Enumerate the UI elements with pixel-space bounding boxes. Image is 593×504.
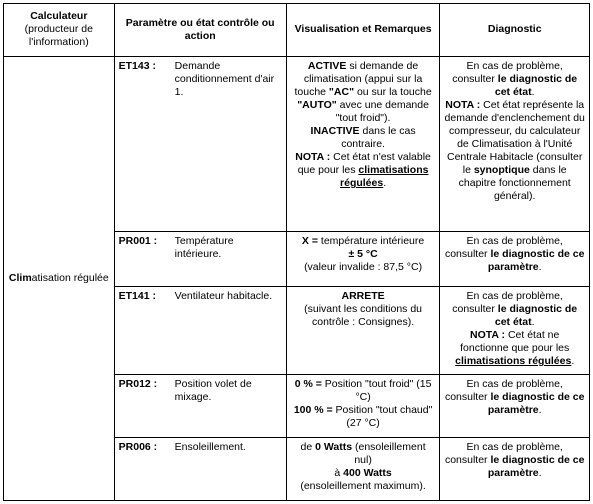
diag-text: Cet état ne fonctionne que pour les [460,329,570,355]
param-cell [114,374,286,437]
diagnostic-table [3,3,590,501]
header-diagnostic: Diagnostic [440,4,590,57]
visu-text: INACTIVE [310,124,360,137]
visu-text: NOTA : [295,150,331,163]
visu-text: dans le cas contraire. [341,124,416,150]
visu-text: (valeur invalide : 87,5 °C) [304,261,423,274]
visu-text: X = [301,235,318,248]
visu-text: 100 % = [293,403,333,416]
visu-text: ARRETE [341,290,385,303]
diag-text: En cas de problème, consulter [452,290,563,316]
param-code: ET141 : [118,290,156,303]
param-cell [114,287,286,375]
diag-text: le diagnostic de ce paramètre [487,453,585,479]
visu-cell [286,232,440,287]
diag-text: le diagnostic de cet état [494,72,578,98]
diag-text: . [531,85,535,98]
visu-text: à [334,466,344,479]
table-row [4,56,590,231]
visu-cell [286,56,440,231]
diag-text: synoptique [473,163,530,176]
param-code: ET143 : [118,59,156,72]
calculateur-cell [4,56,115,500]
visu-cell [286,287,440,375]
visu-cell [286,437,440,500]
diag-text: En cas de problème, consulter [444,440,563,466]
param-cell [114,437,286,500]
diag-text: En cas de problème, consulter [444,235,563,261]
diag-text: . [531,316,535,329]
diag-text: le diagnostic de ce paramètre [487,248,585,274]
calculateur-bold: Clim [8,271,32,284]
header-parametre: Paramètre ou état contrôle ou action [114,4,286,57]
diag-text: dans le chapitre fonctionnement général). [458,163,571,202]
visu-text: Position "tout chaud" (27 °C) [332,403,433,429]
visu-text: (ensoleillement maximum). [300,479,426,492]
diag-text: . [538,466,542,479]
diag-text: . [538,403,542,416]
param-code: PR012 : [118,377,158,390]
visu-text: "AUTO" [297,98,337,111]
visu-text: 0 % = [294,377,322,390]
diag-text: . [538,261,542,274]
param-label: Position volet de mixage. [174,377,252,403]
visu-text: si demande de climatisation (appui sur la touche [294,59,423,98]
param-label: Ventilateur habitacle. [174,290,273,303]
diag-text: le diagnostic de cet état [494,303,578,329]
visu-cell [286,374,440,437]
header-row [4,4,590,57]
header-visualisation: Visualisation et Remarques [286,4,440,57]
visu-text: avec une demande "tout froid"). [335,98,429,124]
visu-text: 0 Watts [315,440,353,453]
visu-text: température intérieure [317,235,425,248]
visu-text: Position "tout froid" (15 °C) [321,377,432,403]
diag-cell [440,232,590,287]
param-label: Ensoleillement. [174,440,246,453]
diag-text: climatisations régulées [455,355,572,368]
visu-text: (ensoleillement nul) [352,440,426,466]
visu-text: ou sur la touche [354,85,432,98]
diag-text: . [571,355,575,368]
diag-text: le diagnostic de ce paramètre [487,390,585,416]
header-calculateur-subtitle: (producteur de l'information) [24,23,93,49]
visu-text: "AC" [328,85,355,98]
param-cell [114,56,286,231]
diag-cell [440,437,590,500]
visu-text: climatisations régulées [340,163,429,189]
calculateur-rest: atisation régulée [31,271,109,284]
visu-text: (suivant les conditions du contrôle : Consignes). [304,303,423,329]
diag-cell [440,374,590,437]
diag-text: NOTA : [470,329,506,342]
param-cell [114,232,286,287]
visu-text: ACTIVE [307,59,347,72]
diag-text: En cas de problème, consulter [452,59,563,85]
diag-text: En cas de problème, consulter [444,377,563,403]
diag-text: Cet état représente la demande d'enclenchement du compresseur, du calculateur de Climatisation à l'Unité Centrale Habitacle (consulter le [444,98,585,176]
header-calculateur [4,4,115,57]
visu-text: . [383,176,387,189]
visu-text: ± 5 °C [348,248,378,261]
param-code: PR001 : [118,235,158,248]
diag-text: NOTA : [445,98,481,111]
diag-cell [440,56,590,231]
visu-text: Cet état n'est valable que pour les [297,150,431,176]
visu-text: 400 Watts [343,466,392,479]
param-code: PR006 : [118,440,158,453]
diag-cell [440,287,590,375]
param-label: Température intérieure. [174,235,234,261]
visu-text: de [300,440,316,453]
header-calculateur-title: Calculateur [30,10,88,23]
param-label: Demande conditionnement d'air 1. [174,59,275,98]
